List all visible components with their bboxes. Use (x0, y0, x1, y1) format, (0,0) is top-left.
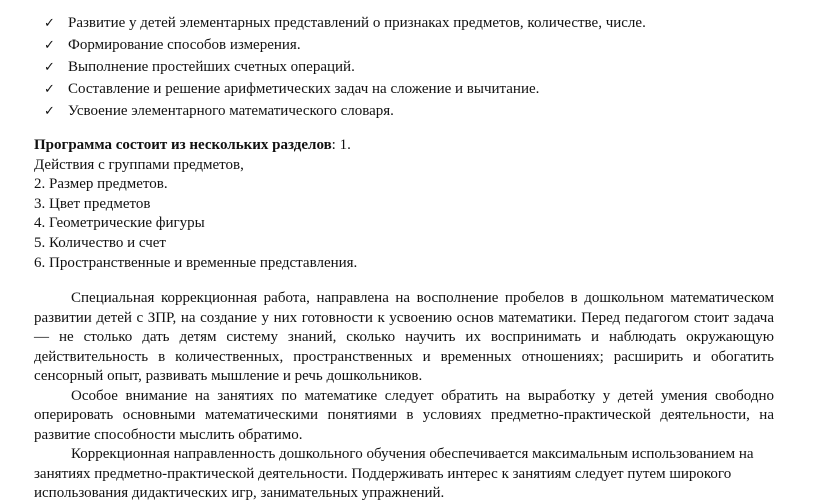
program-heading-line (34, 136, 357, 156)
checkmark-icon: ✓ (44, 16, 55, 31)
checklist-item-text: Усвоение элементарного математического словаря. (68, 103, 394, 119)
program-item: 5. Количество и счет (34, 234, 166, 251)
goals-checklist (44, 14, 646, 124)
body-text (34, 289, 774, 504)
checklist-item (44, 102, 646, 124)
program-item: 4. Геометрические фигуры (34, 215, 205, 232)
paragraph: Особое внимание на занятиях по математике следует обратить на выработку у детей умения свободно оперировать основными математическими понятиями в условиях предметно-практической деятельности, на развитие способности мыслить обратимо. (34, 387, 774, 443)
program-sections (34, 136, 357, 273)
checklist-item (44, 58, 646, 80)
checklist-item-text: Формирование способов измерения. (68, 37, 301, 53)
program-item: Действия с группами предметов, (34, 156, 244, 173)
checklist-item-text: Выполнение простейших счетных операций. (68, 59, 355, 75)
checkmark-icon: ✓ (44, 60, 55, 75)
program-item: 6. Пространственные и временные представления. (34, 254, 358, 271)
checklist-item-text: Составление и решение арифметических задач на сложение и вычитание. (68, 81, 540, 97)
checkmark-icon: ✓ (44, 38, 55, 53)
program-heading-tail: : 1. (331, 137, 351, 153)
checklist-item (44, 14, 646, 36)
checklist-item (44, 80, 646, 102)
checkmark-icon: ✓ (44, 104, 55, 119)
program-item: 3. Цвет предметов (34, 195, 151, 212)
paragraph: Специальная коррекционная работа, направлена на восполнение пробелов в дошкольном математическом развитии детей с ЗПР, на создание у них готовности к усвоению основ математики. Перед педагогом стоит задача — не столько дать детям систему знаний, сколько научить их воспринимать и наблюдать окружающую действительность в количественных, пространственных и временных отношениях; расширить и обогатить сенсорный опыт, развивать мышление и речь дошкольников. (34, 290, 774, 384)
checkmark-icon: ✓ (44, 82, 55, 97)
program-heading: Программа состоит из нескольких разделов (34, 137, 332, 153)
checklist-item (44, 36, 646, 58)
paragraph: Коррекционная направленность дошкольного обучения обеспечивается максимальным использованием на занятиях предметно-практической деятельности. Поддерживать интерес к занятиям следует путем широкого использования дидактических игр, занимательных упражнений. (34, 446, 754, 501)
program-item: 2. Размер предметов. (34, 176, 168, 193)
checklist-item-text: Развитие у детей элементарных представлений о признаках предметов, количестве, числе. (68, 15, 646, 31)
